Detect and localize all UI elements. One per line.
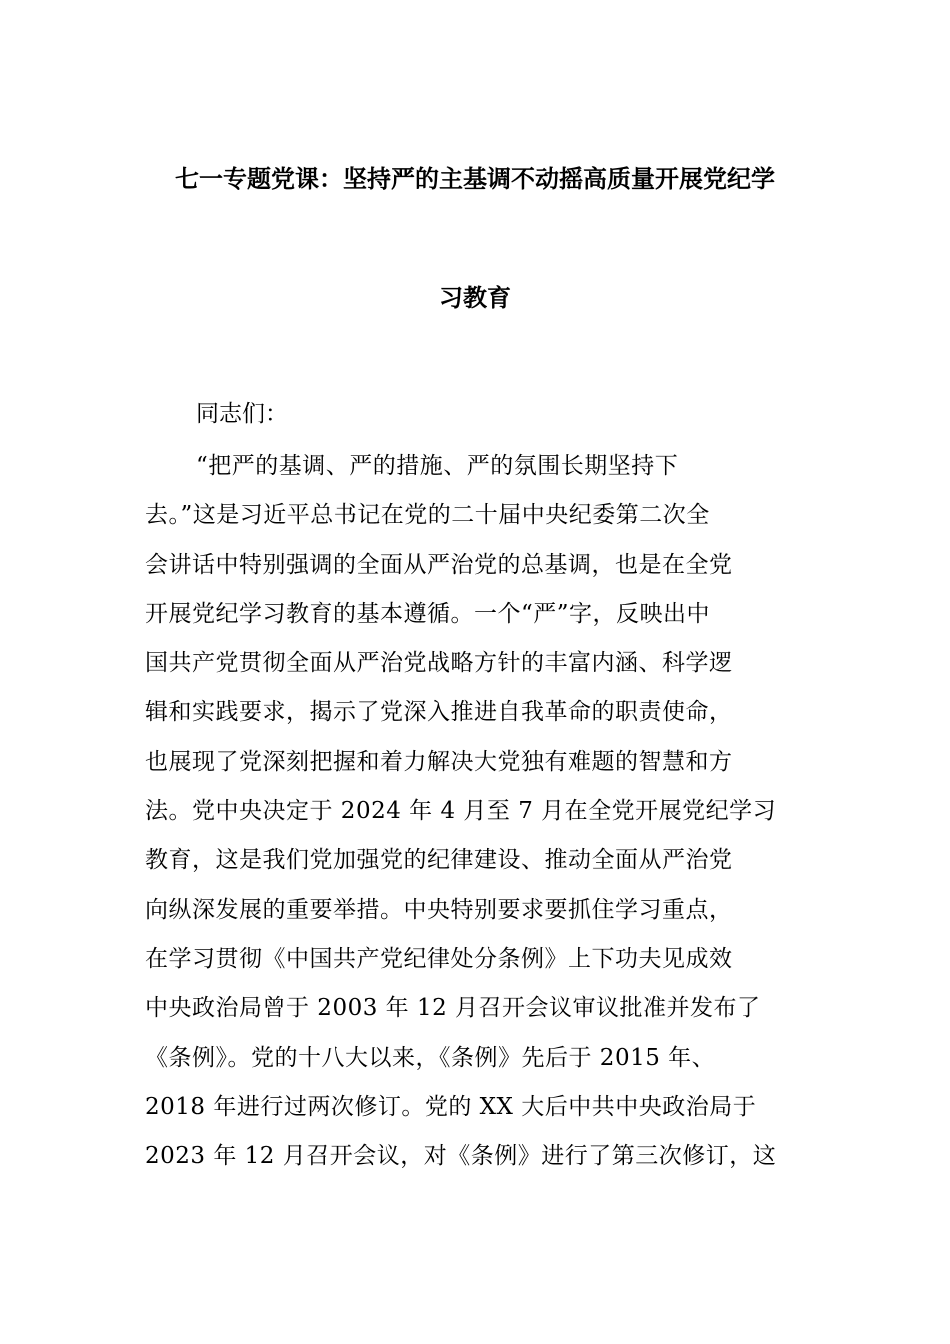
body-line: 2018 年进行过两次修订。党的 XX 大后中共中央政治局于: [145, 1093, 757, 1120]
body-line: 去。”这是习近平总书记在党的二十届中央纪委第二次全: [145, 502, 710, 529]
body-text: [145, 448, 825, 1187]
document-title-line-1: 七一专题党课：坚持严的主基调不动摇高质量开展党纪学: [175, 164, 775, 193]
document-title-line-2: 习教育: [439, 283, 511, 312]
greeting: 同志们：: [196, 401, 288, 427]
body-line: 法。党中央决定于 2024 年 4 月至 7 月在全党开展党纪学习: [145, 798, 777, 825]
body-line: 2023 年 12 月召开会议，对《条例》进行了第三次修订，这: [145, 1143, 777, 1170]
body-line: 也展现了党深刻把握和着力解决大党独有难题的智慧和方: [145, 748, 733, 775]
body-line: “把严的基调、严的措施、严的氛围长期坚持下: [196, 453, 679, 479]
body-line: 教育，这是我们党加强党的纪律建设、推动全面从严治党: [145, 847, 733, 874]
body-line: 辑和实践要求，揭示了党深入推进自我革命的职责使命，: [145, 699, 733, 726]
body-line: 国共产党贯彻全面从严治党战略方针的丰富内涵、科学逻: [145, 650, 733, 677]
body-line: 中央政治局曾于 2003 年 12 月召开会议审议批准并发布了: [145, 995, 761, 1022]
body-line: 开展党纪学习教育的基本遵循。一个“严”字，反映出中: [145, 600, 711, 627]
body-line: 会讲话中特别强调的全面从严治党的总基调，也是在全党: [145, 551, 733, 578]
body-line: 在学习贯彻《中国共产党纪律处分条例》上下功夫见成效: [145, 945, 733, 972]
body-line: 向纵深发展的重要举措。中央特别要求要抓住学习重点，: [145, 896, 733, 923]
body-line: 《条例》。党的十八大以来，《条例》先后于 2015 年、: [145, 1044, 716, 1071]
